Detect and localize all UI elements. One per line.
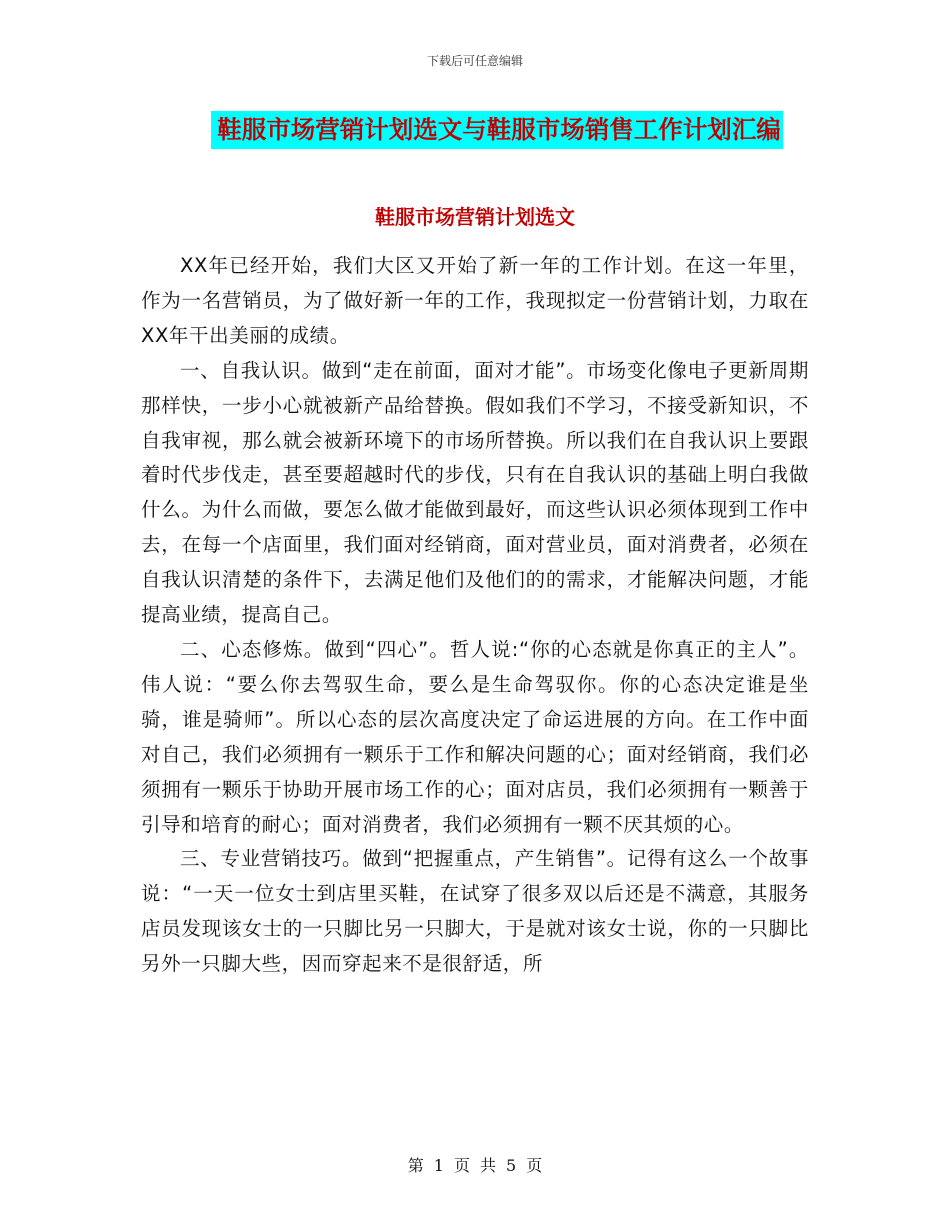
page-label-total-prefix: 共 — [480, 1156, 497, 1175]
page-footer — [0, 1153, 950, 1176]
paragraph: 一、自我认识。做到“走在前面，面对才能”。市场变化像电子更新周期那样快，一步小心就被新产品给替换。假如我们不学习，不接受新知识，不自我审视，那么就会被新环境下的市场所替换。所以我们在自我认识上要跟着时代步伐走，甚至要超越时代的步伐，只有在自我认识的基础上明白我做什么。为什么而做，要怎么做才能做到最好，而这些认识必须体现到工作中去，在每一个店面里，我们面对经销商，面对营业员，面对消费者，必须在自我认识清楚的条件下，去满足他们及他们的的需求，才能解决问题，才能提高业绩，提高自己。 — [141, 358, 809, 627]
document-body — [141, 249, 809, 982]
page-total: 5 — [506, 1156, 517, 1175]
paragraph: 三、专业营销技巧。做到“把握重点，产生销售”。记得有这么一个故事说：“一天一位女士到店里买鞋，在试穿了很多双以后还是不满意，其服务店员发现该女士的一只脚比另一只脚大，于是就对该女士说，你的一只脚比另外一只脚大些，因而穿起来不是很舒适，所 — [141, 847, 809, 976]
header-note: 下载后可任意编辑 — [426, 54, 523, 68]
document-title: 鞋服市场营销计划选文与鞋服市场销售工作计划汇编 — [211, 111, 783, 149]
document-title-container — [0, 111, 950, 149]
page-label-mid: 页 — [453, 1156, 470, 1175]
page-label-suffix: 页 — [526, 1156, 543, 1175]
page-current: 1 — [433, 1156, 444, 1175]
section-title: 鞋服市场营销计划选文 — [375, 205, 575, 229]
page-label-prefix: 第 — [407, 1156, 424, 1175]
paragraph: XX年已经开始，我们大区又开始了新一年的工作计划。在这一年里，作为一名营销员，为了做好新一年的工作，我现拟定一份营销计划，力取在XX年干出美丽的成绩。 — [141, 254, 809, 347]
paragraph: 二、心态修炼。做到“四心”。哲人说:“你的心态就是你真正的主人”。伟人说：“要么你去驾驭生命，要么是生命驾驭你。你的心态决定谁是坐骑，谁是骑师”。所以心态的层次高度决定了命运进展的方向。在工作中面对自己，我们必须拥有一颗乐于工作和解决问题的心；面对经销商，我们必须拥有一颗乐于协助开展市场工作的心；面对店员，我们必须拥有一颗善于引导和培育的耐心；面对消费者，我们必须拥有一颗不厌其烦的心。 — [141, 637, 809, 836]
